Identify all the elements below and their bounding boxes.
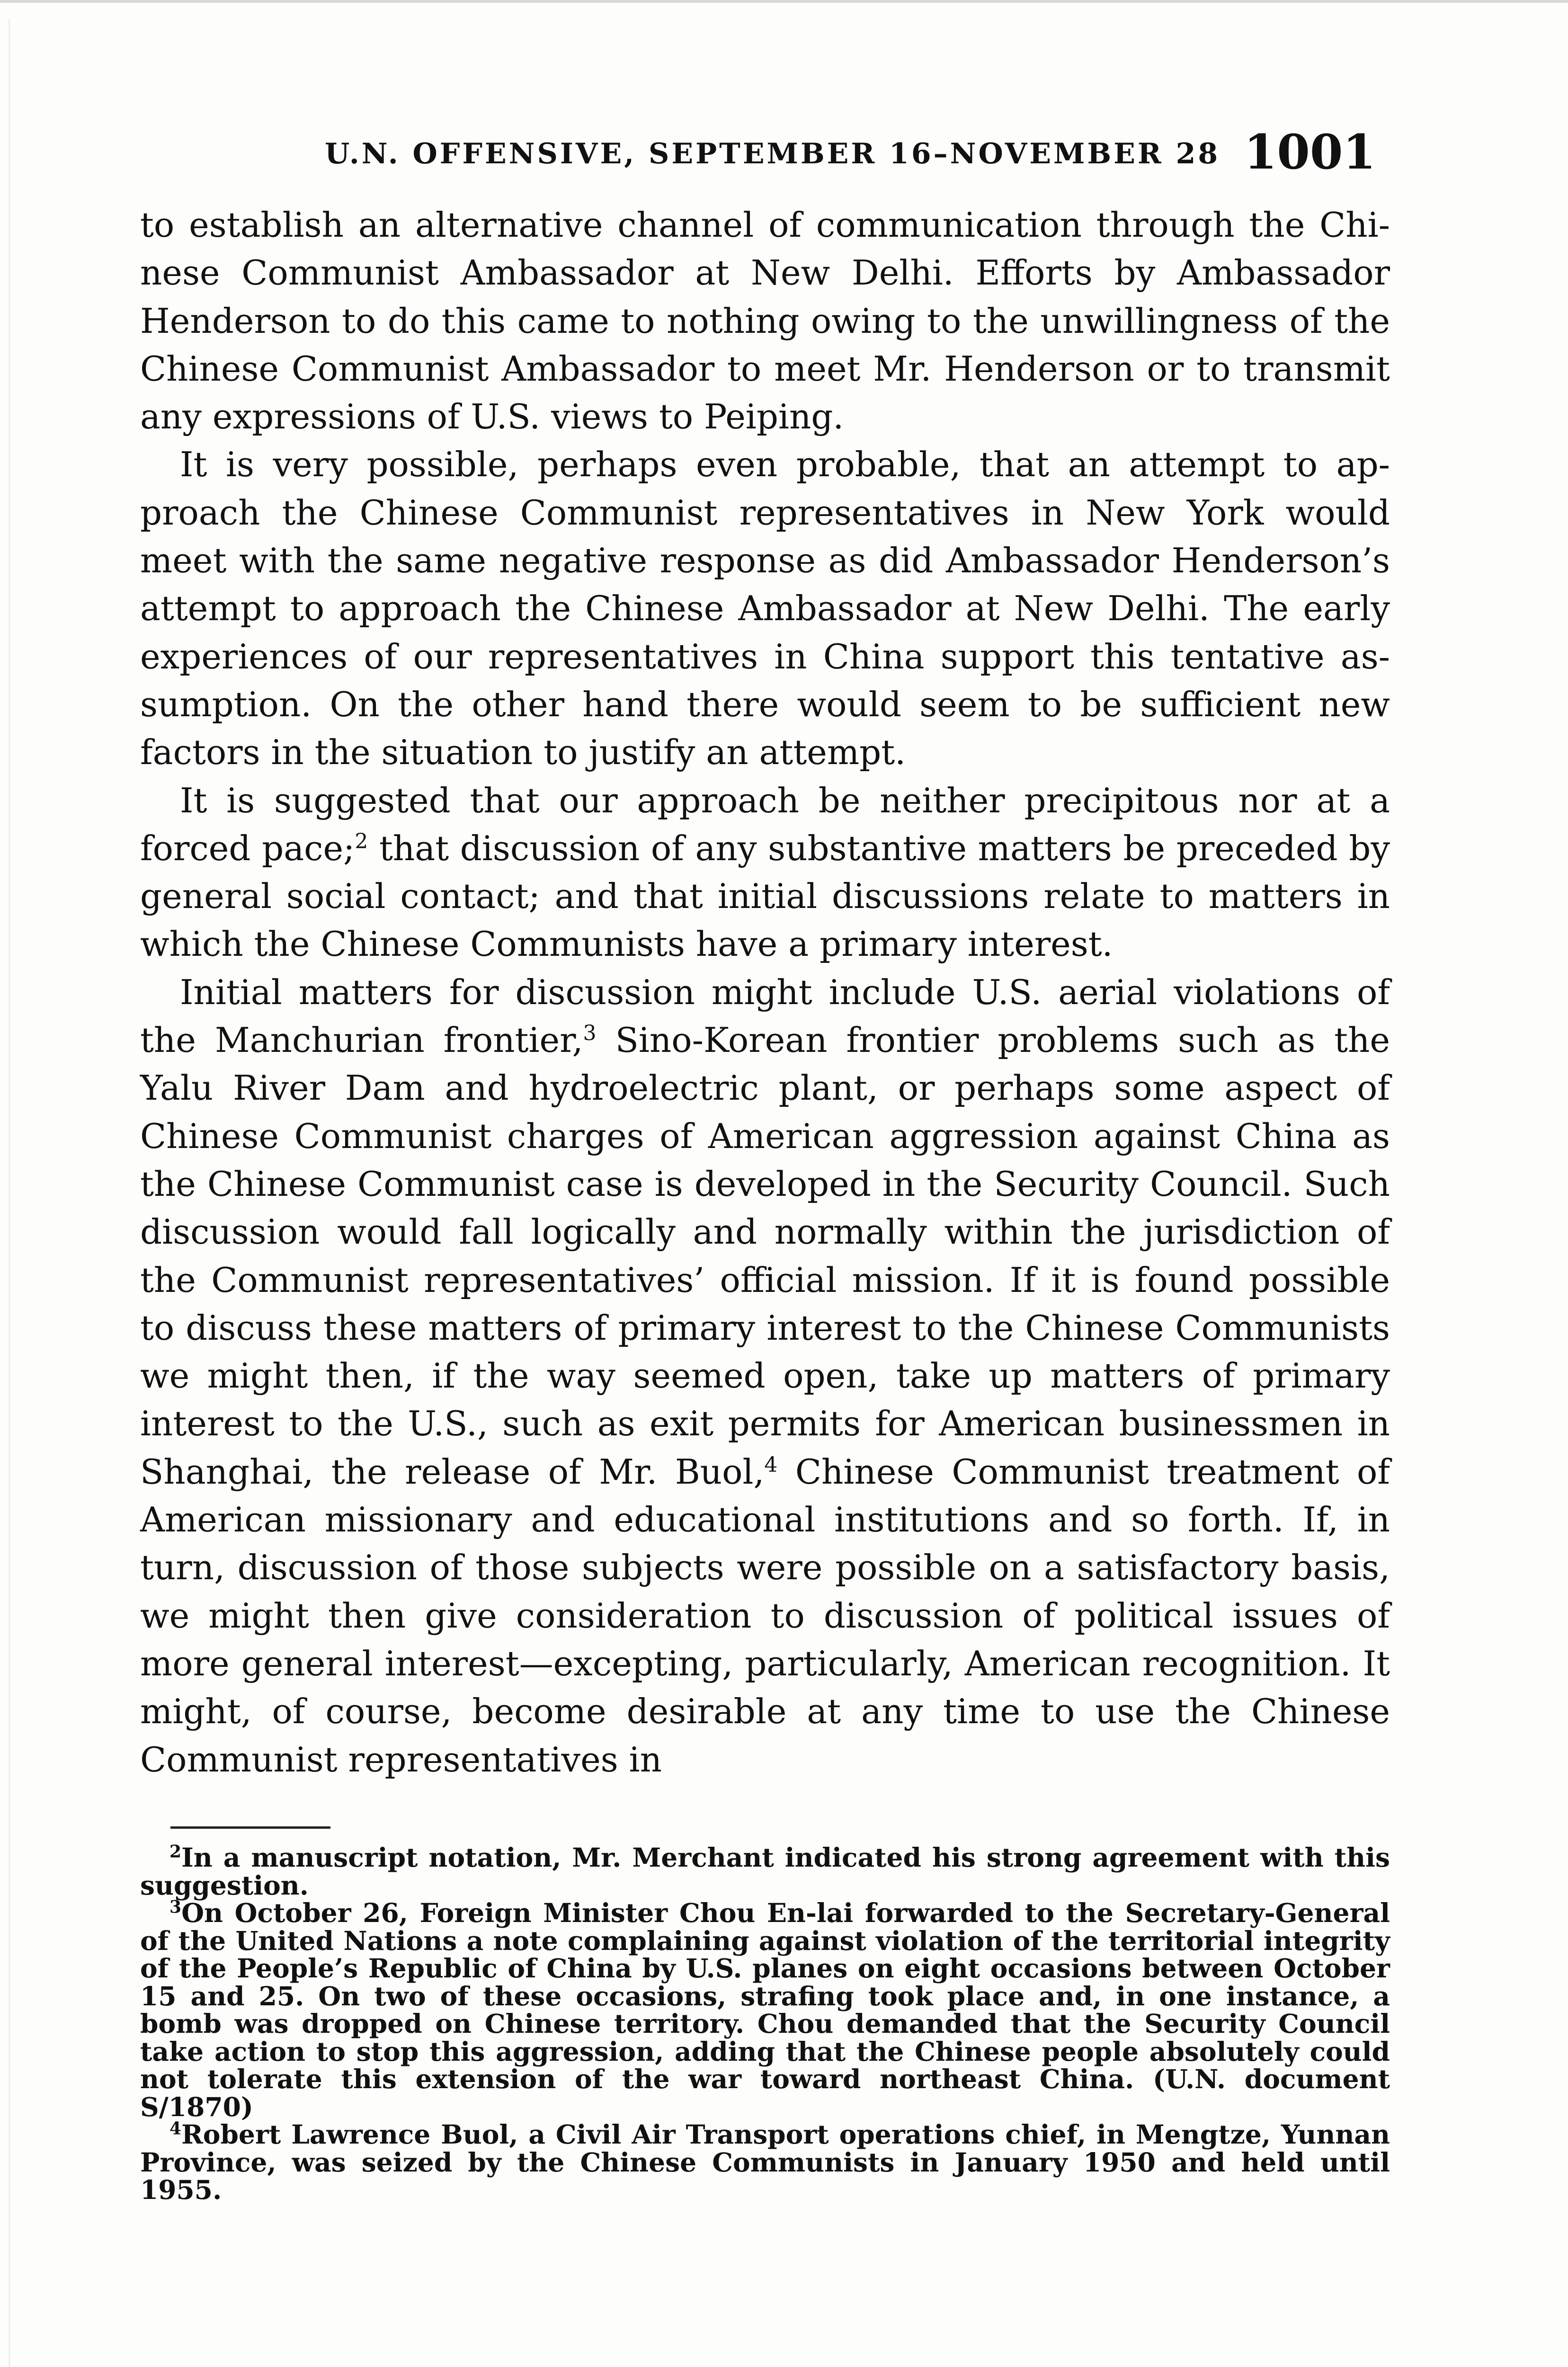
footnote-text: On October 26, Foreign Minister Chou En-lai forwarded to the Secretary-General of the United Nations a note complaining against violation of the territorial integrity of the People’s Republic of China by U.S. planes on eight occasions between October 15 and 25. On two of these occasions, strafing took place and, in one instance, a bomb was dropped on Chinese territory. Chou demanded that the Security Council take action to stop this aggression, adding that the Chinese people absolutely could not tolerate this extension of the war toward northeast China. (U.N. document S/1870) [140,1897,1390,2122]
footnote-4 [140,2118,1390,2205]
paragraph-2: It is very possible, perhaps even probable, that an attempt to approach the Chinese Communist representatives in New York would meet with the same negative response as did Ambassador Henderson’s attempt to approach the Chinese Ambassador at New Delhi. The early experiences of our representatives in China support this tentative assumption. On the other hand there would seem to be sufficient new factors in the situation to justify an attempt. [140,445,1390,773]
running-title: U.N. OFFENSIVE, SEPTEMBER 16–NOVEMBER 28 [325,137,1221,170]
footnote-reference-3: 3 [583,1021,597,1046]
paragraph-4-text-a: Initial matters for discussion might include U.S. aerial violations of the Manchurian frontier, [140,972,1390,1060]
footnote-reference-4: 4 [764,1452,778,1477]
paragraph-3-text-b: that discussion of any substantive matters be preceded by general social contact; and that initial discussions relate to matters in which the Chinese Communists have a primary interest. [140,828,1390,964]
footnote-mark: 4 [169,2118,182,2139]
footnote-mark: 3 [169,1897,182,1917]
top-edge-rule [0,0,1568,3]
paragraph-1: to establish an alternative channel of communication through the Chinese Communist Ambassador at New Delhi. Efforts by Ambassador Henderson to do this came to nothing owing to the unwillingness of the Chinese Communist Ambassador to meet Mr. Henderson or to transmit any expressions of U.S. views to Peiping. [140,205,1390,437]
footnote-text: Robert Lawrence Buol, a Civil Air Transport operations chief, in Mengtze, Yunnan Province, was seized by the Chinese Communists in January 1950 and held until 1955. [140,2119,1390,2205]
paragraph-4 [140,969,1390,1784]
footnote-reference-2: 2 [355,829,368,854]
footnotes [140,1844,1390,2204]
paragraph-3-text-a: It is suggested that our approach be neither precipitous nor at a forced pace; [140,780,1390,868]
paragraph-3 [140,777,1390,969]
paragraph-4-text-c: Chinese Communist treatment of American missionary and educational institutions and so forth. If, in turn, discussion of those subjects were possible on a satisfactory basis, we might then give consideration to discussion of political issues of more general interest—excepting, particularly, American recognition. It might, of course, become desirable at any time to use the Chinese Communist representatives in [140,1451,1390,1780]
scan-left-edge [9,19,10,2367]
footnote-3 [140,1899,1390,2121]
footnote-divider [170,1826,330,1829]
footnote-2 [140,1844,1390,1899]
paragraph-4-text-b: Sino-Korean frontier problems such as the Yalu River Dam and hydroelectric plant, or perhaps some aspect of Chinese Communist charges of American aggression against China as the Chinese Communist case is developed in the Security Council. Such discussion would fall logically and normally within the jurisdiction of the Communist representatives’ official mission. If it is found possible to discuss these matters of primary interest to the Chinese Communists we might then, if the way seemed open, take up matters of primary interest to the U.S., such as exit permits for American businessmen in Shanghai, the release of Mr. Buol, [140,1020,1390,1492]
page-number: 1001 [1244,124,1376,180]
body-text [140,201,1390,1784]
running-head [140,124,1390,180]
footnote-mark: 2 [169,1842,182,1862]
footnote-text: In a manuscript notation, Mr. Merchant indicated his strong agreement with this suggestion. [140,1842,1390,1901]
